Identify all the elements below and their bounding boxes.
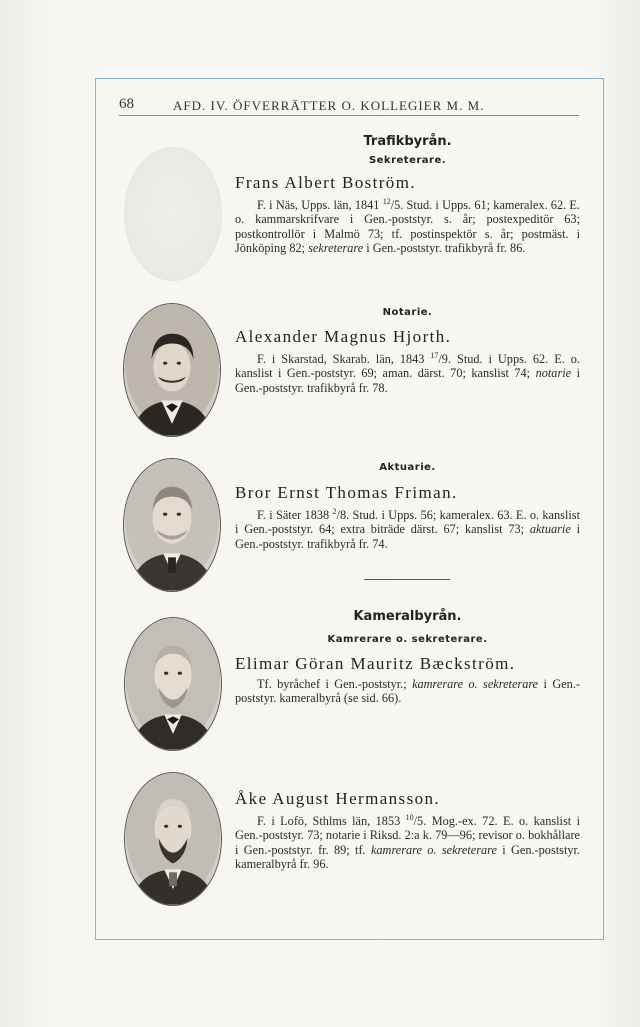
person-name: Åke August Hermansson. <box>235 789 441 808</box>
person-bio <box>235 195 580 255</box>
bio-text: F. i Skarstad, Skarab. län, 1843 <box>257 352 431 367</box>
bio-title-italic: kamrerare o. sekreterare <box>370 842 497 857</box>
person-bio <box>235 349 580 395</box>
section-title-trafikbyran: Trafikbyrån. <box>363 134 452 149</box>
portrait-photo-image <box>124 459 220 591</box>
bio-text: F. i Säter 1838 <box>257 508 333 523</box>
person-name: Elimar Göran Mauritz Bæckström. <box>235 654 516 673</box>
bio-title-italic: sekreterare <box>308 240 364 255</box>
bio-text: i Gen.-poststyr. kameralbyrå fr. 96. <box>235 842 580 871</box>
running-header-title: AFD. IV. ÖFVERRÄTTER O. KOLLEGIER M. M. <box>173 98 485 113</box>
bio-text: F. i Näs, Upps. län, 1841 <box>257 198 383 213</box>
person-bio <box>235 677 580 706</box>
page-number: 68 <box>119 96 134 112</box>
role-label: Notarie. <box>382 307 433 318</box>
portrait-photo-image <box>125 773 221 905</box>
portrait-photo <box>123 458 221 592</box>
person-name: Frans Albert Boström. <box>235 173 416 192</box>
person-bio <box>235 811 580 871</box>
date-superscript: 12 <box>382 197 391 206</box>
portrait-photo <box>124 772 222 906</box>
portrait-photo-image <box>125 618 221 750</box>
date-superscript: 2 <box>332 507 337 516</box>
date-superscript: 17 <box>430 351 439 360</box>
date-superscript: 10 <box>405 813 414 822</box>
bio-text: F. i Lofö, Sthlms län, 1853 <box>257 814 406 829</box>
running-header <box>119 96 579 116</box>
bio-title-italic: aktuarie <box>529 522 571 537</box>
bio-title-italic: notarie <box>535 366 572 381</box>
portrait-photo <box>123 303 221 437</box>
bio-text: i Gen.-poststyr. kameralbyrå (se sid. 66). <box>235 677 580 706</box>
bio-text: /9. Stud. i Upps. 62. E. o. kanslist i Gen.-poststyr. 69; aman. därst. 70; kanslist 74; <box>235 352 580 381</box>
portrait-placeholder <box>124 147 222 281</box>
bio-text: /8. Stud. i Upps. 56; kameralex. 63. E. o. kanslist i Gen.-poststyr. 64; extra biträde därst. 67; kanslist 73; <box>235 508 580 537</box>
section-title-kameralbyran: Kameralbyrån. <box>353 609 462 624</box>
person-bio <box>235 505 580 551</box>
portrait-photo-image <box>124 304 220 436</box>
bio-text: Tf. byråchef i Gen.-poststyr.; <box>257 677 413 691</box>
person-name: Alexander Magnus Hjorth. <box>235 327 452 346</box>
person-name: Bror Ernst Thomas Friman. <box>235 483 458 502</box>
bio-text: /5. Mog.-ex. 72. E. o. kanslist i Gen.-poststyr. 73; notarie i Riksd. 2:a k. 79—96; revisor o. bokhållare i Gen.-poststyr. fr. 89; tf. <box>235 814 580 857</box>
section-separator <box>364 579 450 580</box>
bio-text: i Gen.-poststyr. trafikbyrå fr. 78. <box>235 366 580 395</box>
role-label: Kamrerare o. sekreterare. <box>327 634 488 645</box>
header-rule <box>119 115 579 116</box>
bio-title-italic: kamrerare o. sekreterare <box>412 677 539 691</box>
bio-text: i Gen.-poststyr. trafikbyrå fr. 86. <box>363 240 526 255</box>
bio-text: /5. Stud. i Upps. 61; kameralex. 62. E. o. kammarskrifvare i Gen.-poststyr. s. år; postexpeditör 63; postkontrollör i Malmö 73; tf. postinspektör s. år; postmäst. i Jönköping 82; <box>235 198 580 255</box>
role-label: Sekreterare. <box>368 155 447 166</box>
bio-text: i Gen.-poststyr. trafikbyrå fr. 74. <box>235 522 580 551</box>
portrait-photo <box>124 617 222 751</box>
role-label: Aktuarie. <box>379 462 436 473</box>
